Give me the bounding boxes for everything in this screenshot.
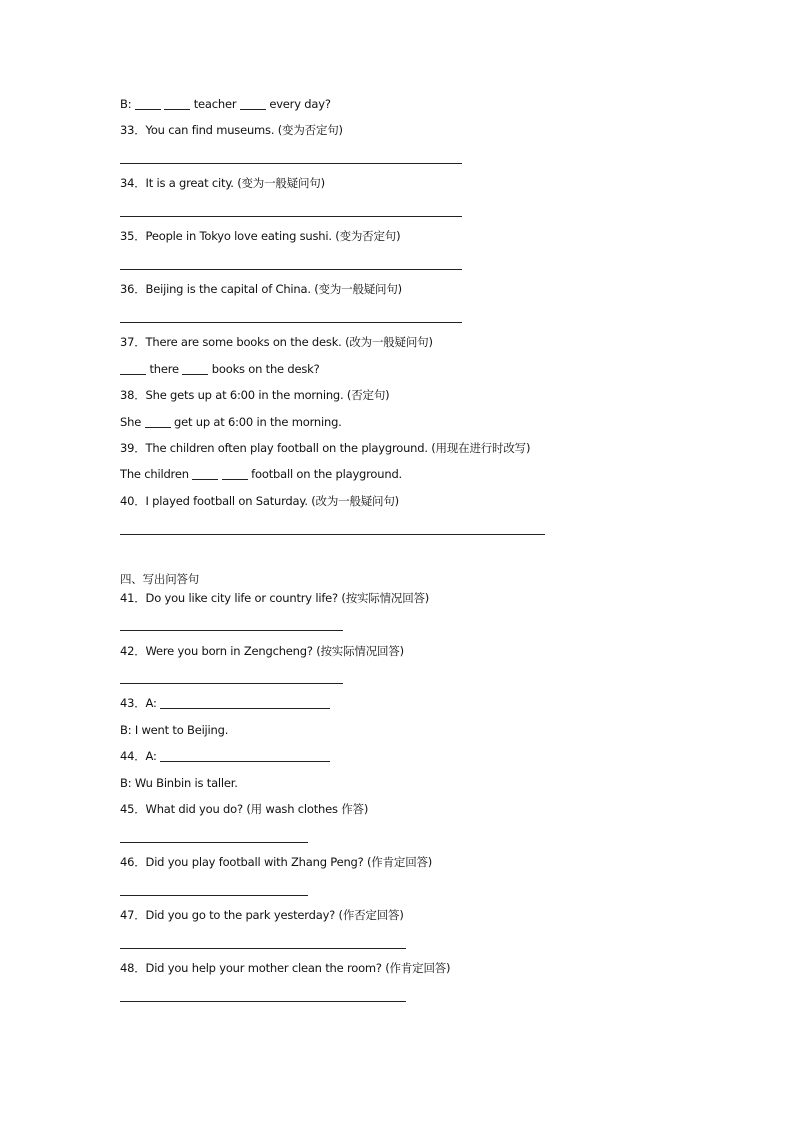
answer-line-36[interactable] xyxy=(120,322,462,323)
answer-blank[interactable] xyxy=(160,696,330,709)
text: every day? xyxy=(265,97,331,111)
answer-line-46[interactable] xyxy=(120,895,308,896)
text: 43．A: xyxy=(120,696,161,710)
question-37: 37．There are some books on the desk. (改为一般疑问句) xyxy=(120,335,433,349)
answer-blank[interactable] xyxy=(120,362,146,375)
answer-39 xyxy=(120,466,402,482)
answer-line-33[interactable] xyxy=(120,163,462,164)
question-48: 48．Did you help your mother clean the room? (作肯定回答) xyxy=(120,961,451,975)
text: She xyxy=(120,415,145,429)
section-heading: 四、写出问答句 xyxy=(120,572,200,586)
answer-38 xyxy=(120,414,342,430)
question-33: 33．You can find museums. (变为否定句) xyxy=(120,123,343,137)
question-46: 46．Did you play football with Zhang Peng? (作肯定回答) xyxy=(120,855,433,869)
question-35: 35．People in Tokyo love eating sushi. (变为否定句) xyxy=(120,229,401,243)
answer-line-41[interactable] xyxy=(120,630,343,631)
text: B: xyxy=(120,97,135,111)
answer-blank[interactable] xyxy=(240,97,266,110)
answer-blank[interactable] xyxy=(182,362,208,375)
answer-line-40[interactable] xyxy=(120,534,545,535)
answer-line-35[interactable] xyxy=(120,269,462,270)
text: there xyxy=(146,362,183,376)
text: get up at 6:00 in the morning. xyxy=(170,415,342,429)
question-36: 36．Beijing is the capital of China. (变为一般疑问句) xyxy=(120,282,402,296)
answer-blank[interactable] xyxy=(164,97,190,110)
question-47: 47．Did you go to the park yesterday? (作否定回答) xyxy=(120,908,404,922)
answer-43: B: I went to Beijing. xyxy=(120,723,229,737)
text: teacher xyxy=(190,97,240,111)
answer-blank[interactable] xyxy=(145,415,171,428)
question-44 xyxy=(120,748,330,764)
answer-44: B: Wu Binbin is taller. xyxy=(120,776,238,790)
answer-blank[interactable] xyxy=(222,467,248,480)
text: 44．A: xyxy=(120,749,161,763)
question-43 xyxy=(120,695,330,711)
question-40: 40．I played football on Saturday. (改为一般疑问句) xyxy=(120,494,399,508)
answer-blank[interactable] xyxy=(135,97,161,110)
answer-line-48[interactable] xyxy=(120,1001,406,1002)
answer-line-42[interactable] xyxy=(120,683,343,684)
answer-blank[interactable] xyxy=(192,467,218,480)
answer-37 xyxy=(120,361,320,377)
question-34: 34．It is a great city. (变为一般疑问句) xyxy=(120,176,325,190)
dialogue-line-b xyxy=(120,96,331,112)
text: The children xyxy=(120,467,193,481)
question-39: 39．The children often play football on the playground. (用现在进行时改写) xyxy=(120,441,531,455)
text: football on the playground. xyxy=(247,467,402,481)
answer-blank[interactable] xyxy=(160,749,330,762)
answer-line-47[interactable] xyxy=(120,948,406,949)
question-41: 41．Do you like city life or country life? (按实际情况回答) xyxy=(120,591,430,605)
question-38: 38．She gets up at 6:00 in the morning. (否定句) xyxy=(120,388,390,402)
question-42: 42．Were you born in Zengcheng? (按实际情况回答) xyxy=(120,644,404,658)
answer-line-34[interactable] xyxy=(120,216,462,217)
text: books on the desk? xyxy=(208,362,320,376)
answer-line-45[interactable] xyxy=(120,842,308,843)
question-45: 45．What did you do? (用 wash clothes 作答) xyxy=(120,802,369,816)
